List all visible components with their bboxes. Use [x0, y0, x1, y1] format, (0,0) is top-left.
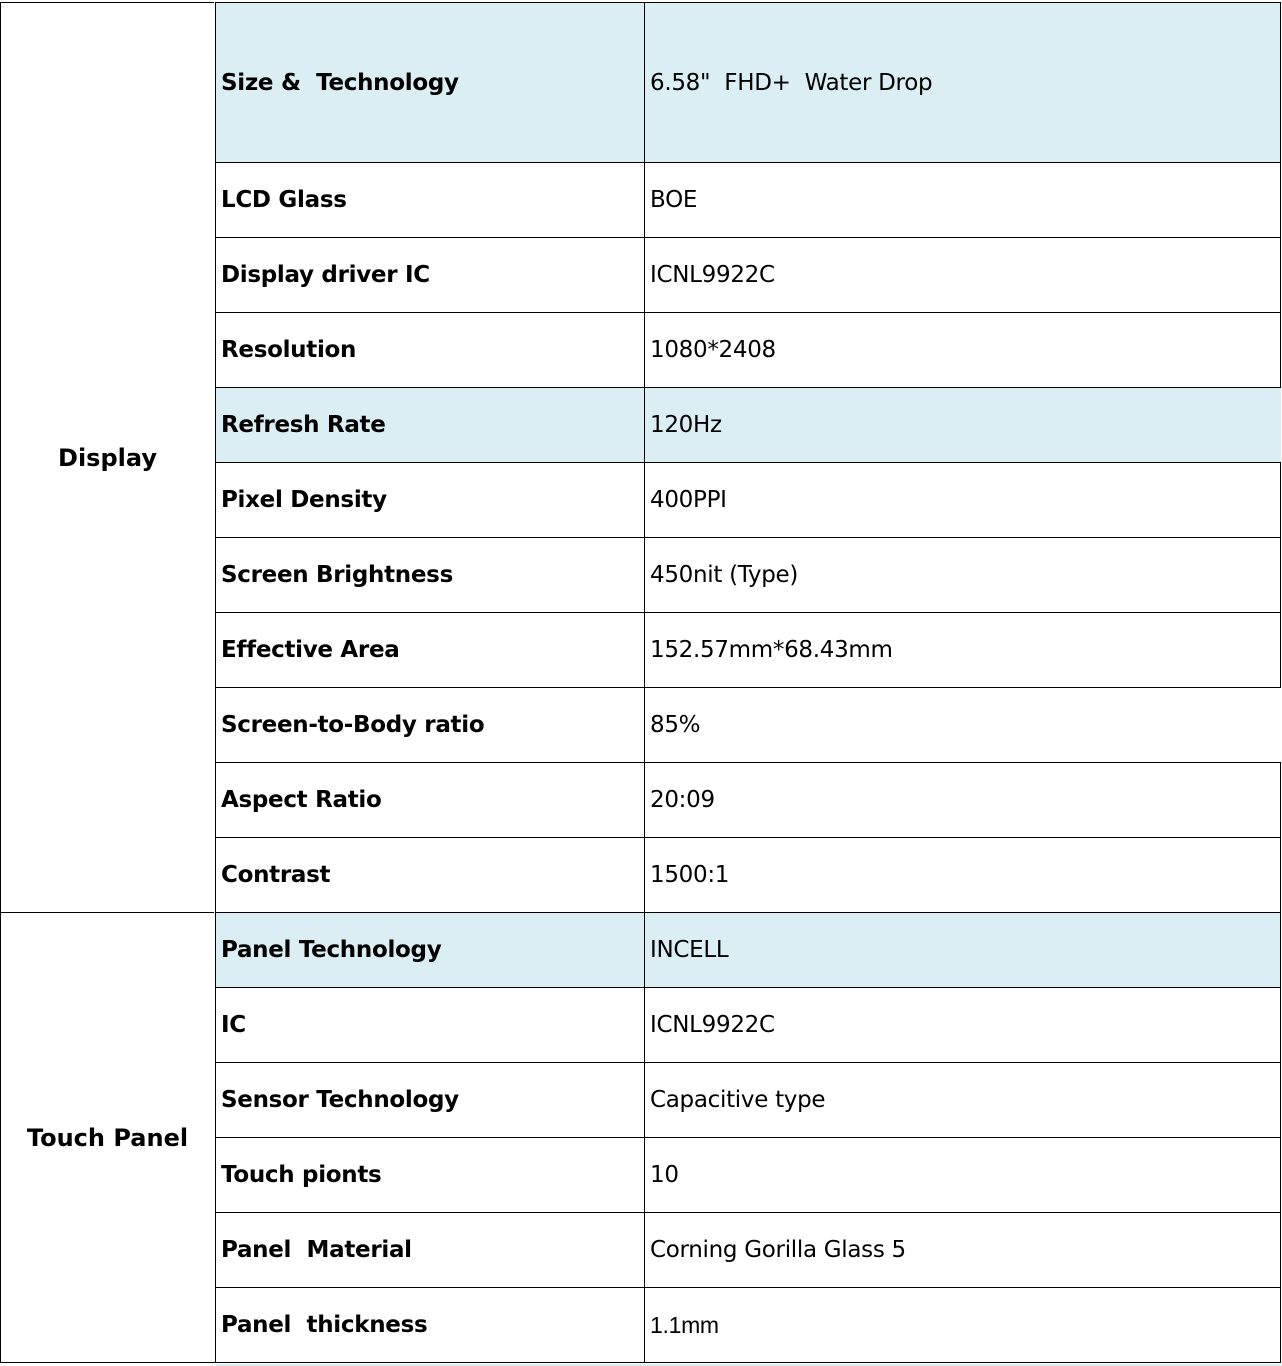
- category-label: Display: [58, 443, 157, 472]
- row-value: 450nit (Type): [645, 538, 1281, 612]
- table-row-lcd-glass: [215, 162, 1281, 237]
- row-label: Effective Area: [216, 613, 645, 687]
- row-label: Aspect Ratio: [216, 763, 645, 837]
- row-value: BOE: [645, 163, 1281, 237]
- row-label: Screen Brightness: [216, 538, 645, 612]
- row-label: Resolution: [216, 313, 645, 387]
- row-label: Panel Technology: [216, 913, 645, 987]
- table-row-pixel-density: [215, 462, 1281, 537]
- row-value: 10: [645, 1138, 1281, 1212]
- category-label: Touch Panel: [26, 1123, 189, 1152]
- row-value: 85%: [650, 712, 701, 738]
- row-value: ICNL9922C: [645, 238, 1281, 312]
- row-value: 1080*2408: [645, 313, 1281, 387]
- row-label: IC: [216, 988, 645, 1062]
- table-bottom-border: [0, 1362, 1281, 1363]
- row-value: 152.57mm*68.43mm: [645, 613, 1281, 687]
- table-row-contrast: [215, 837, 1281, 912]
- table-row-aspect-ratio: [215, 762, 1281, 837]
- table-row-resolution: [215, 312, 1281, 387]
- row-label: LCD Glass: [216, 163, 645, 237]
- table-row-ic: [215, 987, 1281, 1062]
- table-row-screen-to-body-ratio: [215, 687, 1281, 762]
- table-row-sensor-technology: [215, 1062, 1281, 1137]
- row-value: 1500:1: [645, 838, 1281, 912]
- row-label: Pixel Density: [216, 463, 645, 537]
- row-value: 20:09: [645, 763, 1281, 837]
- row-value: Capacitive type: [645, 1063, 1281, 1137]
- row-value: 120Hz: [650, 412, 722, 438]
- table-row-touch-points: [215, 1137, 1281, 1212]
- row-value: Corning Gorilla Glass 5: [645, 1213, 1281, 1287]
- category-touch-panel: [0, 912, 214, 1362]
- table-row-panel-technology: [215, 912, 1281, 987]
- row-label: Panel Material: [216, 1213, 645, 1287]
- table-row-panel-thickness: [215, 1287, 1281, 1362]
- row-value: 400PPI: [645, 463, 1281, 537]
- row-label: Size & Technology: [216, 3, 645, 162]
- table-row-panel-material: [215, 1212, 1281, 1287]
- category-display: [0, 2, 214, 912]
- table-row-size-technology: [215, 2, 1281, 162]
- row-label: Contrast: [216, 838, 645, 912]
- table-row-display-driver-ic: [215, 237, 1281, 312]
- row-label: Display driver IC: [216, 238, 645, 312]
- row-label: Touch pionts: [216, 1138, 645, 1212]
- row-label: Refresh Rate: [216, 388, 645, 462]
- row-value: 6.58" FHD+ Water Drop: [645, 3, 1281, 162]
- row-value: ICNL9922C: [645, 988, 1281, 1062]
- table-row-refresh-rate: [215, 387, 1281, 462]
- row-label: Panel thickness: [216, 1288, 645, 1362]
- row-value: INCELL: [645, 913, 1281, 987]
- row-label: Sensor Technology: [216, 1063, 645, 1137]
- table-row-screen-brightness: [215, 537, 1281, 612]
- row-label: Screen-to-Body ratio: [216, 688, 645, 762]
- table-row-effective-area: [215, 612, 1281, 687]
- row-value: 1.1mm: [645, 1288, 1281, 1362]
